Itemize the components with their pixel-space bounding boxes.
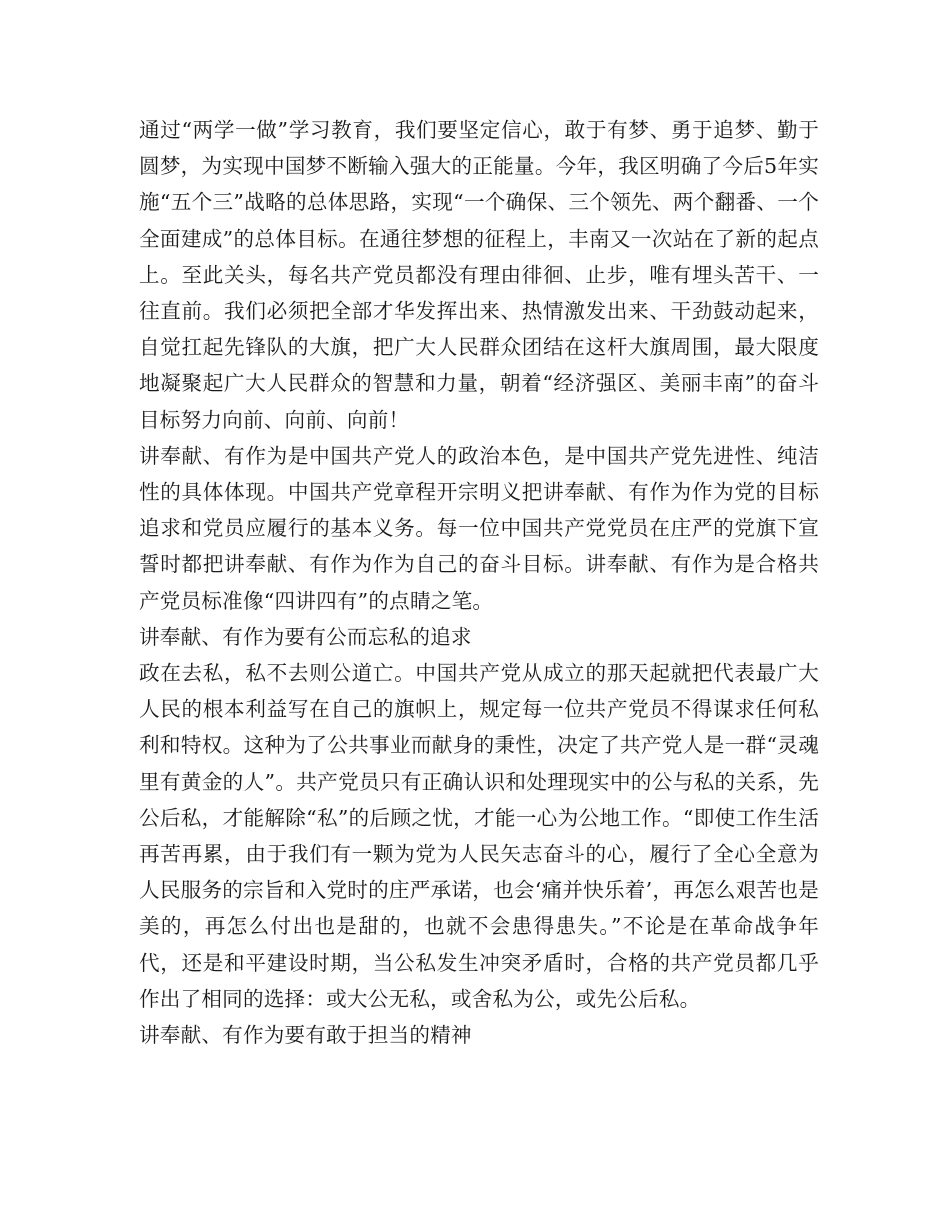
paragraph-public-private: 政在去私，私不去则公道亡。中国共产党从成立的那天起就把代表最广大人民的根本利益写在自己的旗帜上，规定每一位共产党员不得谋求任何私利和特权。这种为了公共事业而献身的秉性，决定了共产党人是一群“灵魂里有黄金的人”。共产党员只有正确认识和处理现实中的公与私的关系，先公后私，才能解除“私”的后顾之忧，才能一心为公地工作。“即使工作生活再苦再累，由于我们有一颗为党为人民矢志奋斗的心，履行了全心全意为人民服务的宗旨和入党时的庄严承诺，也会‘痛并快乐着’，再怎么艰苦也是美的，再怎么付出也是甜的，也就不会患得患失。”不论是在革命战争年代，还是和平建设时期，当公私发生冲突矛盾时，合格的共产党员都几乎作出了相同的选择：或大公无私，或舍私为公，或先公后私。 bbox=[139, 661, 819, 1011]
paragraph-dedication-intro: 讲奉献、有作为是中国共产党人的政治本色，是中国共产党先进性、纯洁性的具体体现。中国共产党章程开宗明义把讲奉献、有作为作为党的目标追求和党员应履行的基本义务。每一位中国共产党党员在庄严的党旗下宣誓时都把讲奉献、有作为作为自己的奋斗目标。讲奉献、有作为是合格共产党员标准像“四讲四有”的点睛之笔。 bbox=[139, 443, 819, 613]
section-heading-responsibility: 讲奉献、有作为要有敢于担当的精神 bbox=[139, 1023, 472, 1048]
paragraph-dream: 通过“两学一做”学习教育，我们要坚定信心，敢于有梦、勇于追梦、勤于圆梦，为实现中国梦不断输入强大的正能量。今年，我区明确了今后5年实施“五个三”战略的总体思路，实现“一个确保、三个领先、两个翻番、一个全面建成”的总体目标。在通往梦想的征程上，丰南又一次站在了新的起点上。至此关头，每名共产党员都没有理由徘徊、止步，唯有埋头苦干、一往直前。我们必须把全部才华发挥出来、热情激发出来、干劲鼓动起来，自觉扛起先锋队的大旗，把广大人民群众团结在这杆大旗周围，最大限度地凝聚起广大人民群众的智慧和力量，朝着“经济强区、美丽丰南”的奋斗目标努力向前、向前、向前！ bbox=[139, 118, 819, 432]
document-body bbox=[139, 112, 819, 1053]
section-heading-selfless: 讲奉献、有作为要有公而忘私的追求 bbox=[139, 624, 472, 649]
